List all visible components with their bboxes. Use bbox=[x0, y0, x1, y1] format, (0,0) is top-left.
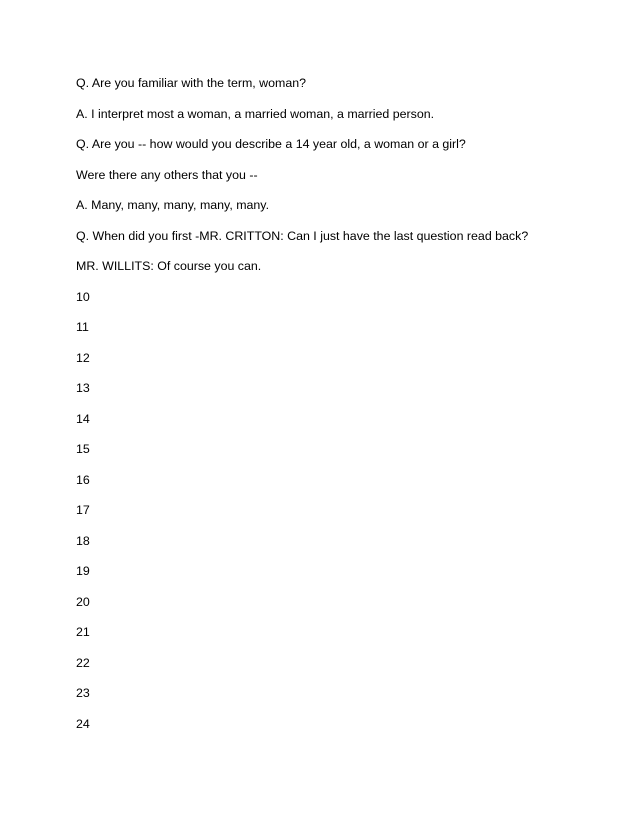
line-number: 24 bbox=[76, 716, 90, 731]
line-number: 22 bbox=[76, 655, 90, 670]
line-number: 18 bbox=[76, 533, 90, 548]
line-number: 23 bbox=[76, 686, 90, 700]
line-number: 17 bbox=[76, 503, 90, 517]
transcript-line: MR. WILLITS: Of course you can. bbox=[76, 259, 262, 273]
line-number: 10 bbox=[76, 289, 90, 304]
transcript-line: Q. When did you first -MR. CRITTON: Can I just have the last question read back? bbox=[76, 228, 529, 243]
transcript-line: Q. Are you familiar with the term, woman? bbox=[76, 76, 307, 90]
line-number: 13 bbox=[76, 381, 90, 395]
line-number: 11 bbox=[76, 320, 89, 334]
transcript-line: A. I interpret most a woman, a married woman, a married person. bbox=[76, 106, 435, 121]
line-number: 21 bbox=[76, 625, 90, 639]
transcript-line: A. Many, many, many, many, many. bbox=[76, 198, 270, 212]
transcript-line: Were there any others that you -- bbox=[76, 167, 258, 182]
line-number: 14 bbox=[76, 411, 90, 426]
line-number: 16 bbox=[76, 472, 90, 487]
transcript-body bbox=[76, 68, 596, 739]
line-number: 15 bbox=[76, 442, 90, 456]
line-number: 19 bbox=[76, 564, 90, 578]
transcript-line: Q. Are you -- how would you describe a 14 year old, a woman or a girl? bbox=[76, 137, 466, 151]
line-number: 20 bbox=[76, 594, 90, 609]
line-number: 12 bbox=[76, 350, 90, 365]
